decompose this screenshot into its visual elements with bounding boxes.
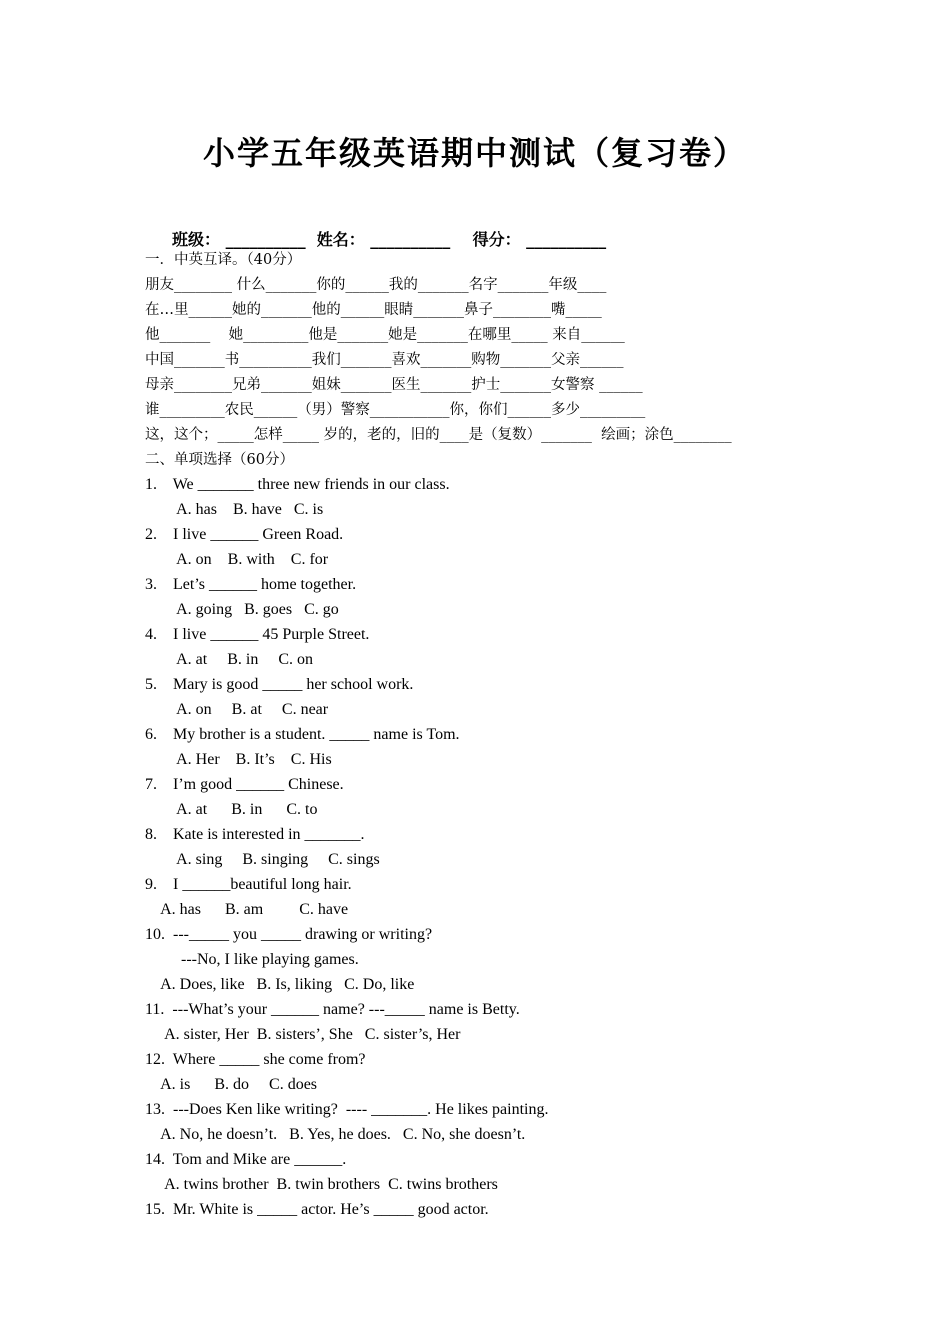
question-6: 6. My brother is a student. _____ name is Tom. <box>145 726 460 743</box>
options-7: A. at B. in C. to <box>145 801 318 818</box>
vocab-row: 中国_______书__________我们_______喜欢_______购物_______父亲______ <box>145 352 624 368</box>
question-2: 2. I live ______ Green Road. <box>145 526 344 543</box>
vocab-row: 谁_________农民______（男）警察___________你，你们______多少_________ <box>145 402 646 418</box>
options-2: A. on B. with C. for <box>145 551 329 568</box>
section1-heading: 一．中英互译。（40分） <box>145 252 302 268</box>
question-12: 12. Where _____ she come from? <box>145 1051 366 1068</box>
question-5: 5. Mary is good _____ her school work. <box>145 676 414 693</box>
question-11: 11. ---What’s your ______ name? ---_____ name is Betty. <box>145 1001 520 1018</box>
vocab-row: 他_______ 她_________他是_______她是_______在哪里_____ 来自______ <box>145 327 625 343</box>
options-13: A. No, he doesn’t. B. Yes, he does. C. No, she doesn’t. <box>145 1126 526 1143</box>
question-15: 15. Mr. White is _____ actor. He’s _____ good actor. <box>145 1201 489 1218</box>
question-14: 14. Tom and Mike are ______. <box>145 1151 347 1168</box>
options-14: A. twins brother B. twin brothers C. twins brothers <box>145 1176 498 1193</box>
options-11: A. sister, Her B. sisters’, She C. sister’s, Her <box>145 1026 461 1043</box>
section2-heading: 二、单项选择（60分） <box>145 452 294 468</box>
options-1: A. has B. have C. is <box>145 501 324 518</box>
question-8: 8. Kate is interested in _______. <box>145 826 365 843</box>
question-3: 3. Let’s ______ home together. <box>145 576 357 593</box>
vocab-row: 朋友________ 什么_______你的______我的_______名字_______年级____ <box>145 277 607 293</box>
question-13: 13. ---Does Ken like writing? ---- _______. He likes painting. <box>145 1101 549 1118</box>
question-9: 9. I ______beautiful long hair. <box>145 876 352 893</box>
page-title: 小学五年级英语期中测试（复习卷） <box>202 134 747 172</box>
options-6: A. Her B. It’s C. His <box>145 751 332 768</box>
question-10-reply: ---No, I like playing games. <box>145 951 359 968</box>
question-1: 1. We _______ three new friends in our class. <box>145 476 450 493</box>
options-8: A. sing B. singing C. sings <box>145 851 380 868</box>
options-10: A. Does, like B. Is, liking C. Do, like <box>145 976 415 993</box>
options-3: A. going B. goes C. go <box>145 601 339 618</box>
student-info-line: 班级： __________ 姓名： __________ 得分： __________ <box>172 230 607 249</box>
options-4: A. at B. in C. on <box>145 651 314 668</box>
vocab-row: 在…里______她的_______他的______眼睛_______鼻子________嘴_____ <box>145 302 602 318</box>
options-5: A. on B. at C. near <box>145 701 329 718</box>
options-9: A. has B. am C. have <box>145 901 349 918</box>
question-4: 4. I live ______ 45 Purple Street. <box>145 626 370 643</box>
question-10: 10. ---_____ you _____ drawing or writing? <box>145 926 433 943</box>
question-7: 7. I’m good ______ Chinese. <box>145 776 344 793</box>
vocab-row: 母亲________兄弟_______姐妹_______医生_______护士_______女警察 ______ <box>145 377 643 393</box>
vocab-row: 这，这个；_____怎样_____ 岁的，老的，旧的____是（复数）_______ 绘画；涂色________ <box>145 427 732 443</box>
options-12: A. is B. do C. does <box>145 1076 318 1093</box>
